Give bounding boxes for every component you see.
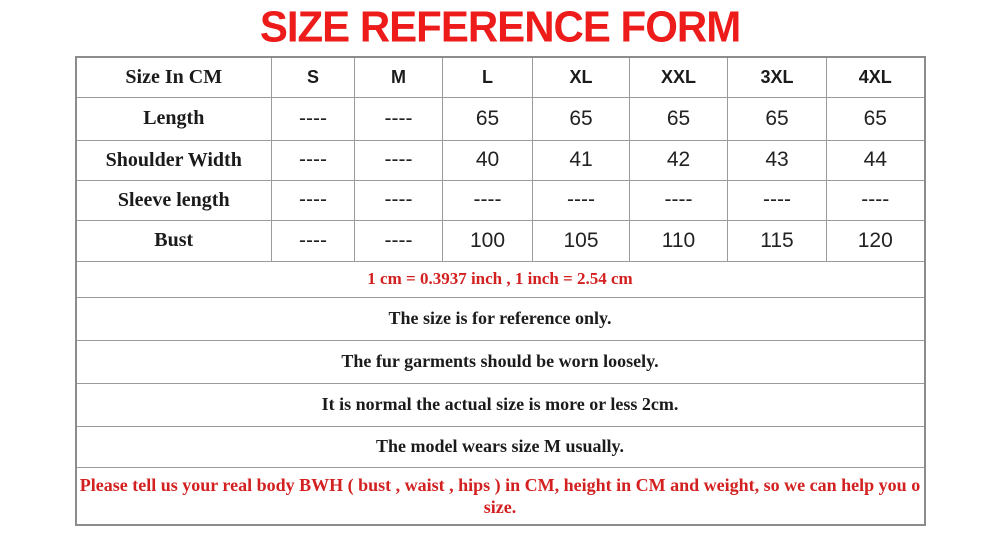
- note-row: [76, 426, 925, 467]
- note-more-or-less-2cm: It is normal the actual size is more or less 2cm.: [76, 383, 925, 426]
- size-value-cell: 65: [533, 97, 630, 140]
- row-label-sleeve-length: Sleeve length: [76, 180, 272, 220]
- size-value-cell: ----: [272, 180, 355, 220]
- size-value-cell: ----: [533, 180, 630, 220]
- size-value-cell: ----: [272, 220, 355, 261]
- table-row-length: [76, 97, 925, 140]
- column-header-s: S: [272, 57, 355, 97]
- column-header-3xl: 3XL: [728, 57, 827, 97]
- size-value-cell: ----: [728, 180, 827, 220]
- size-value-cell: 41: [533, 140, 630, 180]
- column-header-xxl: XXL: [630, 57, 728, 97]
- column-header-xl: XL: [533, 57, 630, 97]
- table-header-row: [76, 57, 925, 97]
- size-value-cell: ----: [355, 140, 443, 180]
- note-reference-only: The size is for reference only.: [76, 297, 925, 340]
- warning-note: Please tell us your real body BWH ( bust , waist , hips ) in CM, height in CM and weight, so we can help you o size.: [76, 467, 925, 525]
- size-value-cell: ----: [272, 140, 355, 180]
- column-header-size-in-cm: Size In CM: [76, 57, 272, 97]
- size-value-cell: 100: [443, 220, 533, 261]
- size-value-cell: 65: [827, 97, 925, 140]
- note-row: [76, 383, 925, 426]
- column-header-m: M: [355, 57, 443, 97]
- note-row: [76, 340, 925, 383]
- size-value-cell: 110: [630, 220, 728, 261]
- size-value-cell: 120: [827, 220, 925, 261]
- column-header-4xl: 4XL: [827, 57, 925, 97]
- size-value-cell: ----: [355, 97, 443, 140]
- size-value-cell: 40: [443, 140, 533, 180]
- note-row: [76, 297, 925, 340]
- column-header-l: L: [443, 57, 533, 97]
- row-label-shoulder-width: Shoulder Width: [76, 140, 272, 180]
- page-title: SIZE REFERENCE FORM: [259, 2, 741, 51]
- row-label-length: Length: [76, 97, 272, 140]
- note-model-size-m: The model wears size M usually.: [76, 426, 925, 467]
- size-reference-table: [75, 56, 926, 526]
- row-label-bust: Bust: [76, 220, 272, 261]
- table-row-bust: [76, 220, 925, 261]
- size-value-cell: ----: [272, 97, 355, 140]
- note-worn-loosely: The fur garments should be worn loosely.: [76, 340, 925, 383]
- table-row-sleeve-length: [76, 180, 925, 220]
- size-value-cell: 105: [533, 220, 630, 261]
- size-value-cell: 43: [728, 140, 827, 180]
- warning-note-row: [76, 467, 925, 525]
- size-value-cell: 65: [728, 97, 827, 140]
- size-value-cell: 65: [443, 97, 533, 140]
- size-value-cell: ----: [355, 220, 443, 261]
- size-value-cell: ----: [443, 180, 533, 220]
- size-value-cell: 65: [630, 97, 728, 140]
- size-value-cell: ----: [827, 180, 925, 220]
- table-row-shoulder-width: [76, 140, 925, 180]
- size-value-cell: ----: [355, 180, 443, 220]
- size-value-cell: ----: [630, 180, 728, 220]
- conversion-note: 1 cm = 0.3937 inch , 1 inch = 2.54 cm: [76, 261, 925, 297]
- size-value-cell: 44: [827, 140, 925, 180]
- size-value-cell: 115: [728, 220, 827, 261]
- conversion-note-row: [76, 261, 925, 297]
- size-value-cell: 42: [630, 140, 728, 180]
